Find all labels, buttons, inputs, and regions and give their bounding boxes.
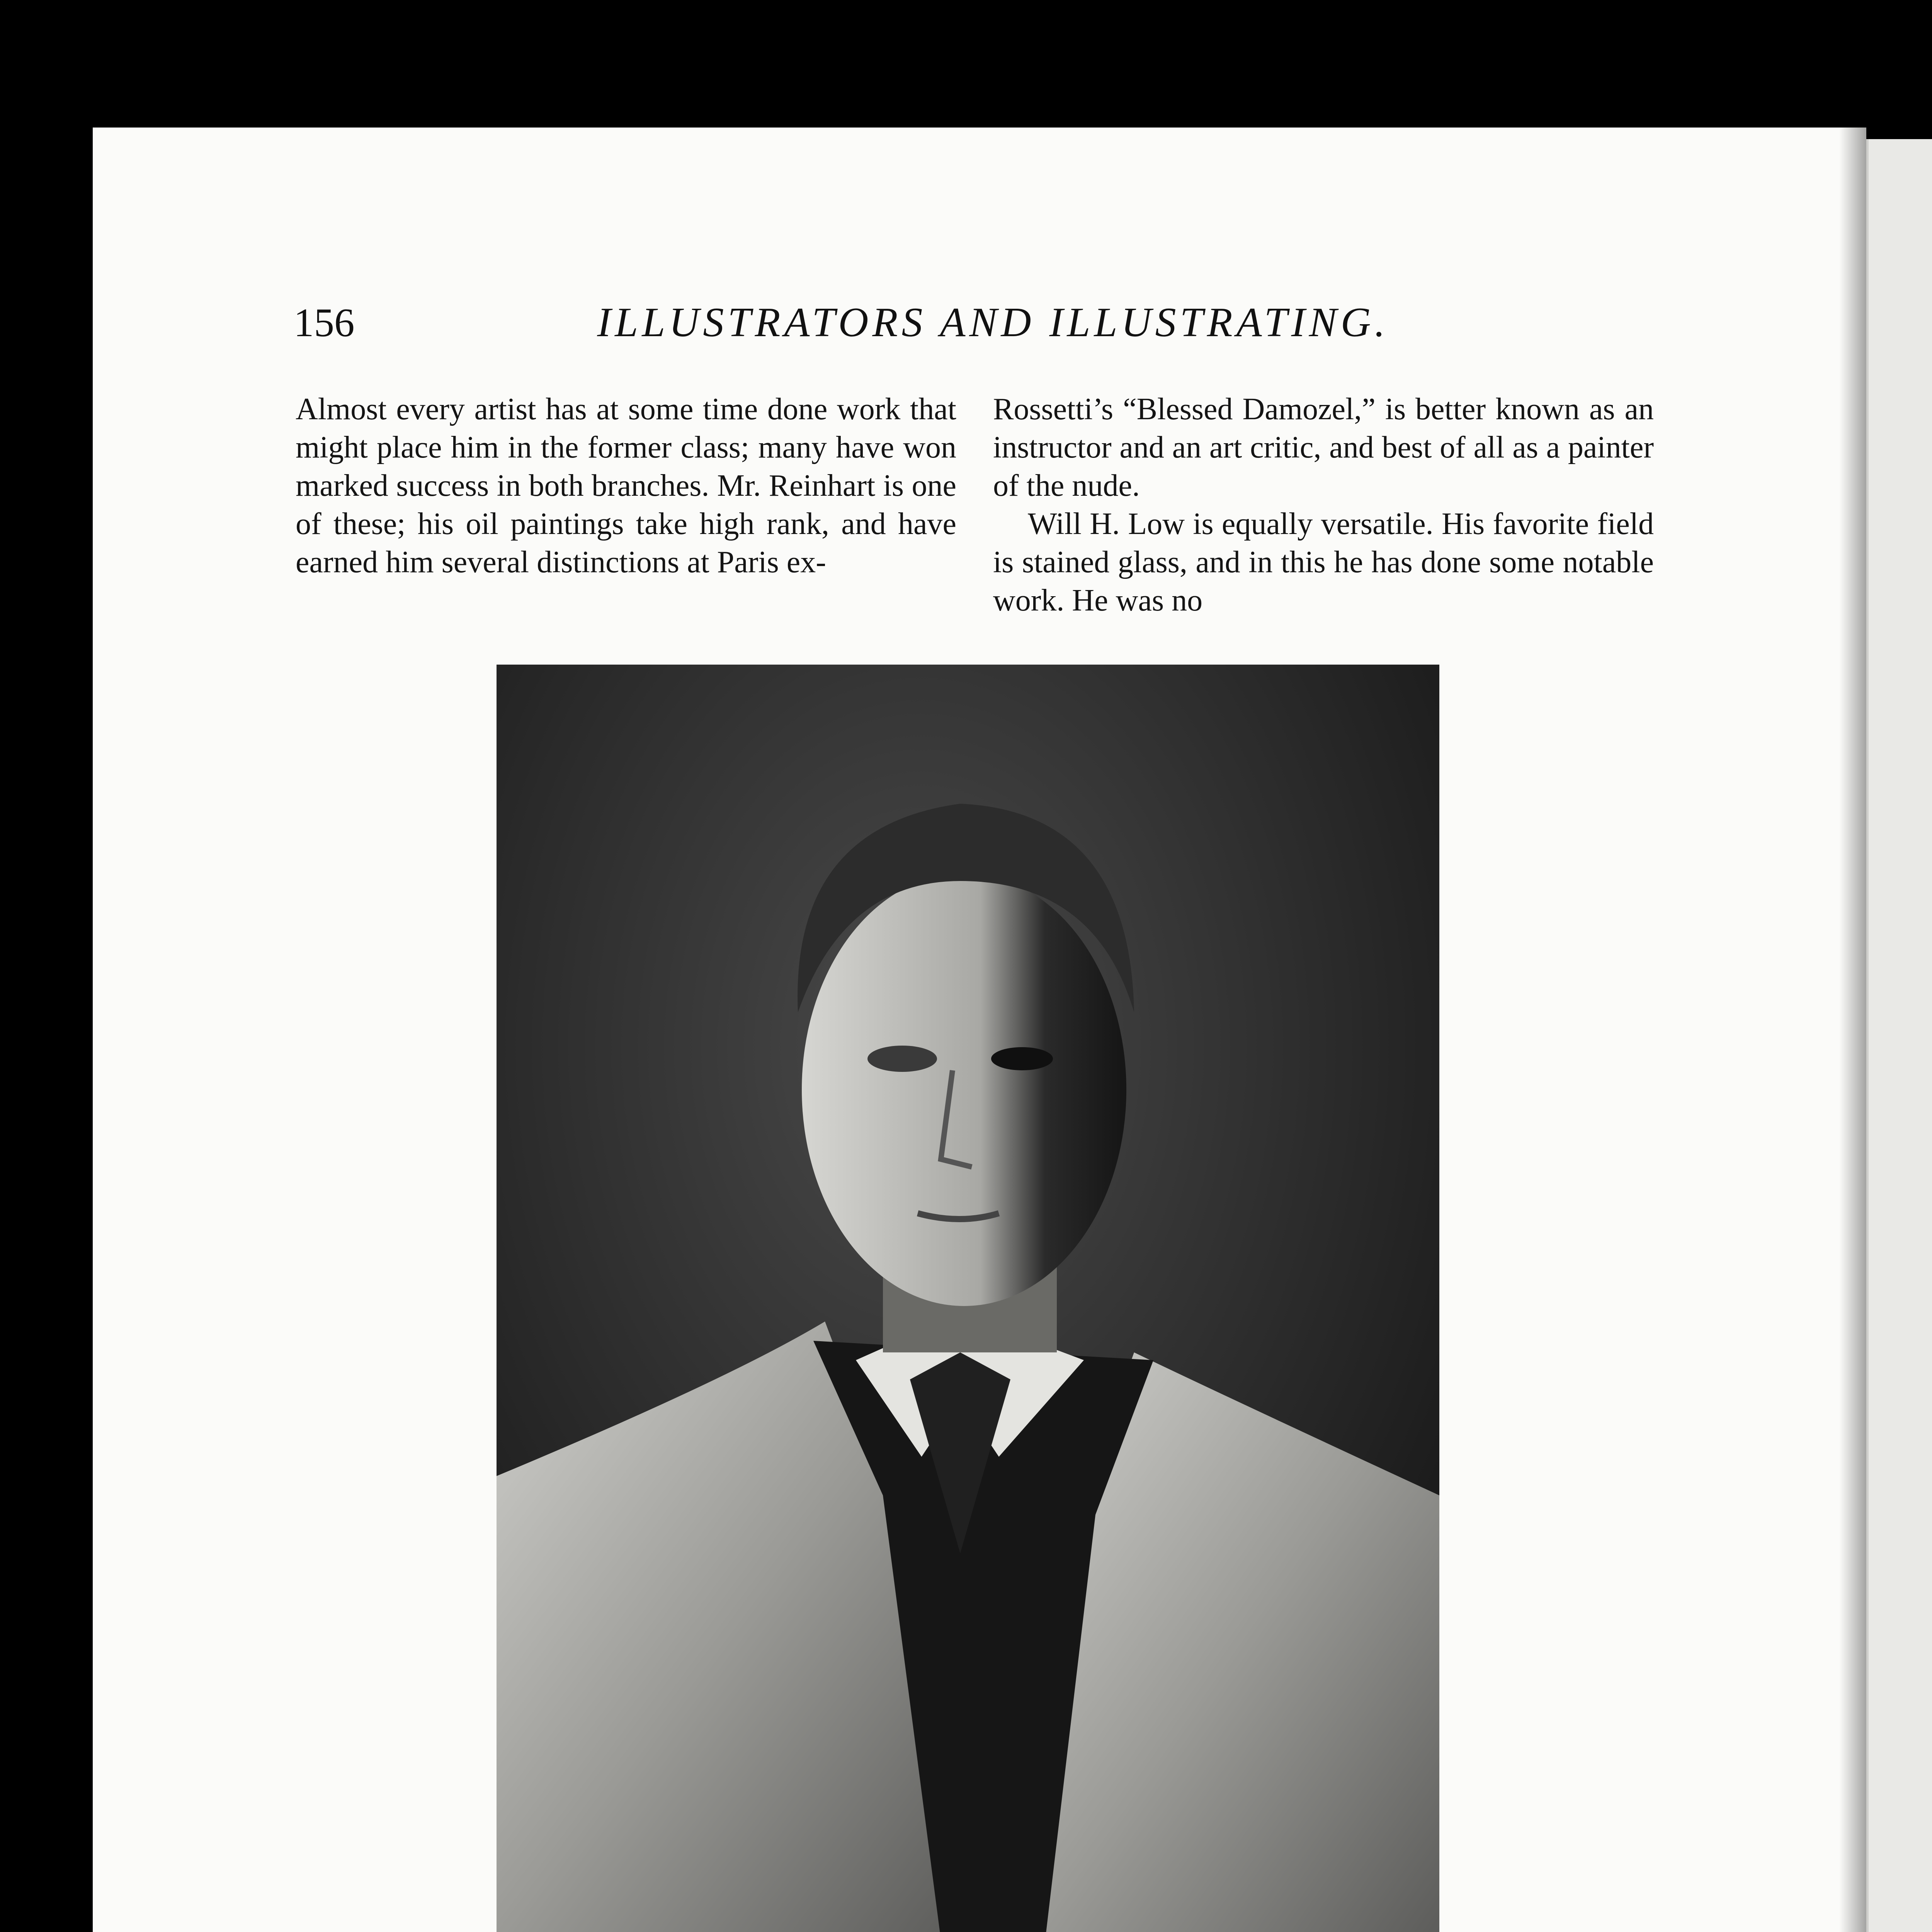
column-top-right xyxy=(993,390,1654,620)
running-head: ILLUSTRATORS AND ILLUSTRATING. xyxy=(597,299,1389,345)
paragraph: Will H. Low is equally versatile. His favorite field is stained glass, and in this he has done some notable work. He was no xyxy=(993,507,1654,617)
paragraph: Rossetti’s “Blessed Damozel,” is better known as an instructor and an art critic, and best of all as a painter of the nude. xyxy=(993,392,1654,503)
page-number: 156 xyxy=(294,300,355,345)
binding-shadow xyxy=(1839,128,1866,1932)
portrait-photograph xyxy=(497,665,1439,1932)
next-page-edge xyxy=(1866,139,1932,1932)
page-header xyxy=(294,294,1437,355)
paragraph: Almost every artist has at some time done work that might place him in the former class; many have won marked success in both branches. Mr. Reinhart is one of these; his oil paintings take high rank, and have earned him several distinctions at Paris ex- xyxy=(296,392,956,579)
column-top-left xyxy=(296,390,956,582)
